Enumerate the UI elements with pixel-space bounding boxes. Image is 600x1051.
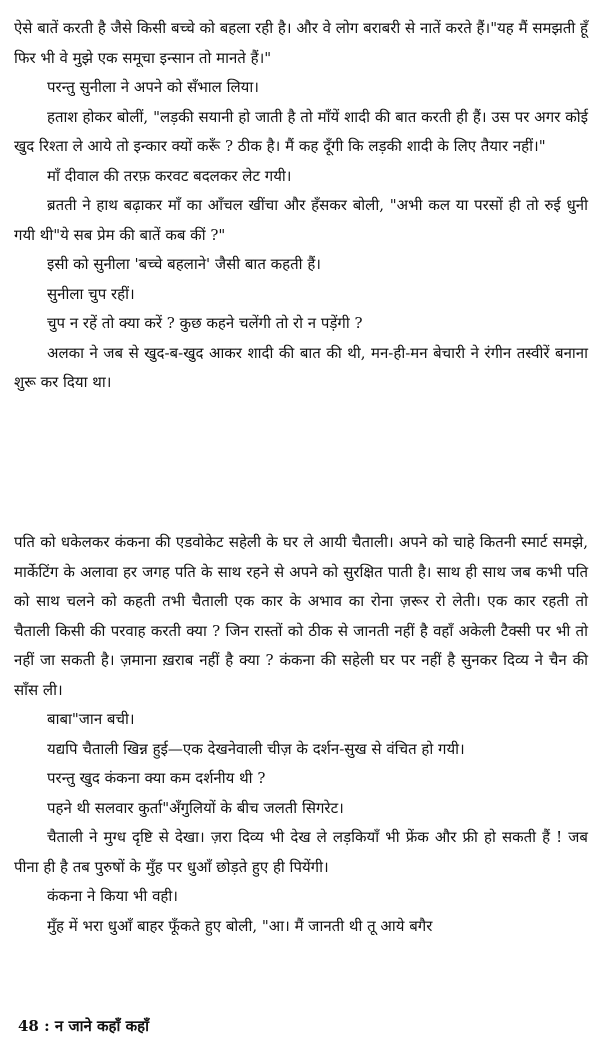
section-bottom: [14, 528, 588, 941]
paragraph: माँ दीवाल की तरफ़ करवट बदलकर लेट गयी।: [47, 166, 292, 185]
page-footer: [18, 1014, 149, 1038]
book-title: न जाने कहाँ कहाँ: [54, 1017, 149, 1035]
paragraph: हताश होकर बोलीं, "लड़की सयानी हो जाती है तो माँयें शादी की बात करती ही हैं। उस पर अगर कोई खुद रिश्ता ले आये तो इन्कार क्यों करूँ ? ठीक है। मैं कह दूँगी कि लड़की शादी के लिए तैयार नहीं।": [14, 107, 588, 155]
paragraph: पहने थी सलवार कुर्ता"अँगुलियों के बीच जलती सिगरेट।: [47, 798, 344, 817]
paragraph: यद्यपि चैताली खिन्न हुई—एक देखनेवाली चीज़ के दर्शन-सुख से वंचित हो गयी।: [47, 739, 465, 758]
page-number: 48: [18, 1017, 39, 1035]
footer-separator: :: [44, 1017, 50, 1035]
paragraph: सुनीला चुप रहीं।: [47, 284, 135, 303]
paragraph: परन्तु खुद कंकना क्या कम दर्शनीय थी ?: [47, 769, 266, 787]
paragraph: ऐसे बातें करती है जैसे किसी बच्चे को बहला रही है। और वे लोग बराबरी से नातें करते हैं।"यह मैं समझती हूँ फिर भी वे मुझे एक समूचा इन्सान तो मानते हैं।": [14, 19, 588, 67]
paragraph: इसी को सुनीला 'बच्चे बहलाने' जैसी बात कहती हैं।: [47, 255, 321, 273]
paragraph: कंकना ने किया भी वही।: [47, 887, 178, 905]
paragraph: परन्तु सुनीला ने अपने को सँभाल लिया।: [47, 78, 259, 96]
paragraph: पति को धकेलकर कंकना की एडवोकेट सहेली के घर ले आयी चैताली। अपने को चाहे कितनी स्मार्ट समझे, मार्केटिंग के अलावा हर जगह पति के साथ रहने से अपने को सुरक्षित पाती है। साथ ही साथ जब कभी पति को साथ चलने को कहती तभी चैताली एक कार के अभाव का रोना ज़रूर रो लेती। एक कार रहती तो चैताली किसी की परवाह करती क्या ? जिन रास्तों को ठीक से जानती नहीं है वहाँ अकेली टैक्सी पर भी तो नहीं जा सकती है। ज़माना ख़राब नहीं है क्या ? कंकना की सहेली घर पर नहीं है सुनकर दिव्य ने चैन की साँस ली।: [14, 533, 588, 699]
section-top: [14, 14, 588, 398]
paragraph: चैताली ने मुग्ध दृष्टि से देखा। ज़रा दिव्य भी देख ले लड़कियाँ भी फ्रेंक और फ्री हो सकती हैं ! जब पीना ही है तब पुरुषों के मुँह पर धुआँ छोड़ते हुए ही पियेंगी।: [14, 828, 588, 876]
paragraph: चुप न रहें तो क्या करें ? कुछ कहने चलेंगी तो रो न पड़ेंगी ?: [47, 314, 363, 332]
paragraph: मुँह में भरा धुआँ बाहर फूँकते हुए बोली, "आ। मैं जानती थी तू आये बगैर: [47, 916, 433, 935]
paragraph: ब्रतती ने हाथ बढ़ाकर माँ का आँचल खींचा और हँसकर बोली, "अभी कल या परसों ही तो रुई धुनी गयी थी"ये सब प्रेम की बातें कब कीं ?": [14, 196, 588, 244]
paragraph: अलका ने जब से खुद-ब-खुद आकर शादी की बात की थी, मन-ही-मन बेचारी ने रंगीन तस्वीरें बनाना शुरू कर दिया था।: [14, 343, 588, 391]
paragraph: बाबा"जान बची।: [47, 710, 135, 728]
